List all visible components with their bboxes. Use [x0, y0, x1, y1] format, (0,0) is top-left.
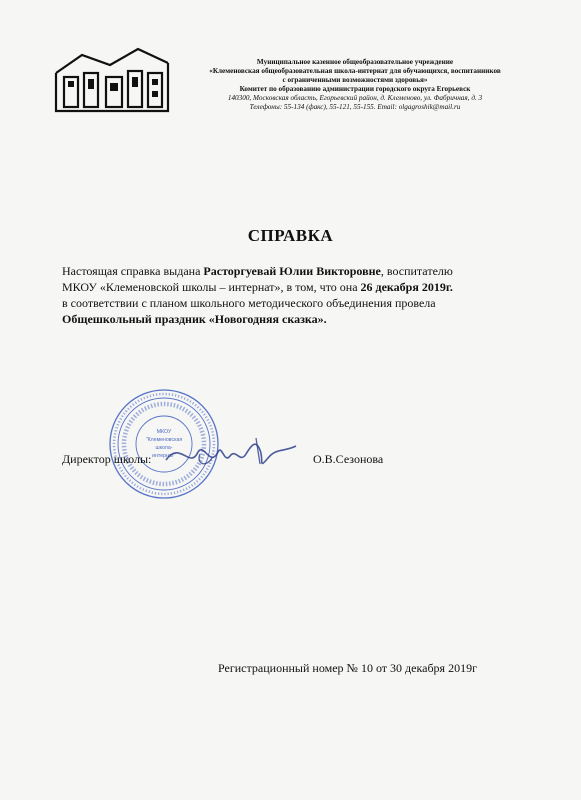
header-address: 140300, Московская область, Егорьевский район, д. Клеменово, ул. Фабричная, д. 3	[227, 94, 483, 102]
stamp-line-3: школа-	[155, 445, 173, 451]
director-label: Директор школы:	[62, 452, 152, 466]
header-school-name: «Клеменовская общеобразовательная школа-интернат для обучающихся, воспитанников	[209, 67, 501, 75]
stamp-line-2: "Клеменовская	[145, 437, 183, 443]
body-line-2: МКОУ «Клеменовской школы – интернат», в том, что она 26 декабря 2019г.	[62, 280, 453, 294]
stamp-line-1: МКОУ	[156, 429, 172, 435]
header-committee: Комитет по образованию администрации городского округа Егорьевск	[239, 85, 471, 93]
body-line-3: в соответствии с планом школьного методического объединения провела	[62, 296, 436, 310]
stamp-line-4: интернат"	[152, 453, 176, 459]
certificate-body	[62, 263, 522, 327]
header-contacts: Телефоны: 55-134 (факс), 55-121, 55-155. Email: olgagroshik@mail.ru	[249, 103, 461, 111]
header-institution: Муниципальное казенное общеобразовательное учреждение	[256, 58, 454, 66]
document-title: СПРАВКА	[247, 226, 334, 245]
event-date: 26 декабря 2019г.	[360, 280, 453, 294]
body-line-1: Настоящая справка выдана Расторгуевай Юлии Викторовне, воспитателю	[62, 264, 453, 278]
director-signature	[160, 430, 300, 480]
school-building-logo	[52, 43, 172, 115]
letterhead	[175, 58, 535, 112]
header-school-name-cont: с ограниченными возможностями здоровья»	[282, 76, 428, 84]
recipient-name: Расторгуевай Юлии Викторовне	[203, 264, 381, 278]
registration-number: Регистрационный номер № 10 от 30 декабря 2019г	[218, 661, 478, 675]
event-name: Общешкольный праздник «Новогодняя сказка».	[62, 312, 327, 326]
director-name: О.В.Сезонова	[313, 452, 384, 466]
